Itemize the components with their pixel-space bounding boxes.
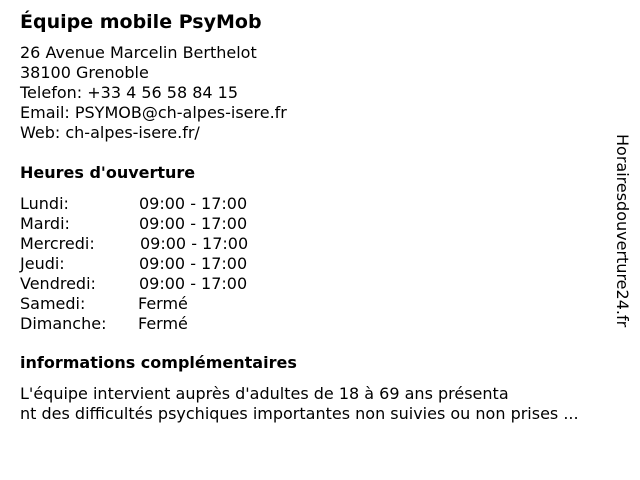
additional-info-heading: informations complémentaires [20, 353, 297, 372]
time-value: 09:00 - 17:00 [139, 274, 248, 293]
email-line: Email: PSYMOB@ch-alpes-isere.fr [20, 103, 287, 122]
web-line: Web: ch-alpes-isere.fr/ [20, 123, 200, 142]
day-label: Dimanche: [20, 314, 107, 333]
time-value: 09:00 - 17:00 [139, 194, 248, 213]
time-value: 09:00 - 17:00 [139, 214, 248, 233]
street-address: 26 Avenue Marcelin Berthelot [20, 43, 257, 62]
city-line: 38100 Grenoble [20, 63, 149, 82]
day-label: Lundi: [20, 194, 69, 213]
time-value: 09:00 - 17:00 [139, 254, 248, 273]
day-label: Jeudi: [20, 254, 65, 273]
contact-block [20, 43, 287, 143]
day-label: Vendredi: [20, 274, 96, 293]
day-label: Samedi: [20, 294, 86, 313]
site-watermark: Horairesdouverture24.fr [613, 134, 632, 328]
phone-line: Telefon: +33 4 56 58 84 15 [20, 83, 239, 102]
time-value: Fermé [138, 314, 188, 333]
day-label: Mercredi: [20, 234, 95, 253]
page-title: Équipe mobile PsyMob [20, 11, 262, 33]
description-line: nt des difficultés psychiques importantes non suivies ou non prises ... [20, 404, 579, 423]
time-value: 09:00 - 17:00 [140, 234, 249, 253]
description-text [20, 384, 579, 424]
opening-hours-heading: Heures d'ouverture [20, 163, 196, 182]
description-line: L'équipe intervient auprès d'adultes de 18 à 69 ans présenta [20, 384, 509, 403]
day-label: Mardi: [20, 214, 70, 233]
time-value: Fermé [138, 294, 188, 313]
